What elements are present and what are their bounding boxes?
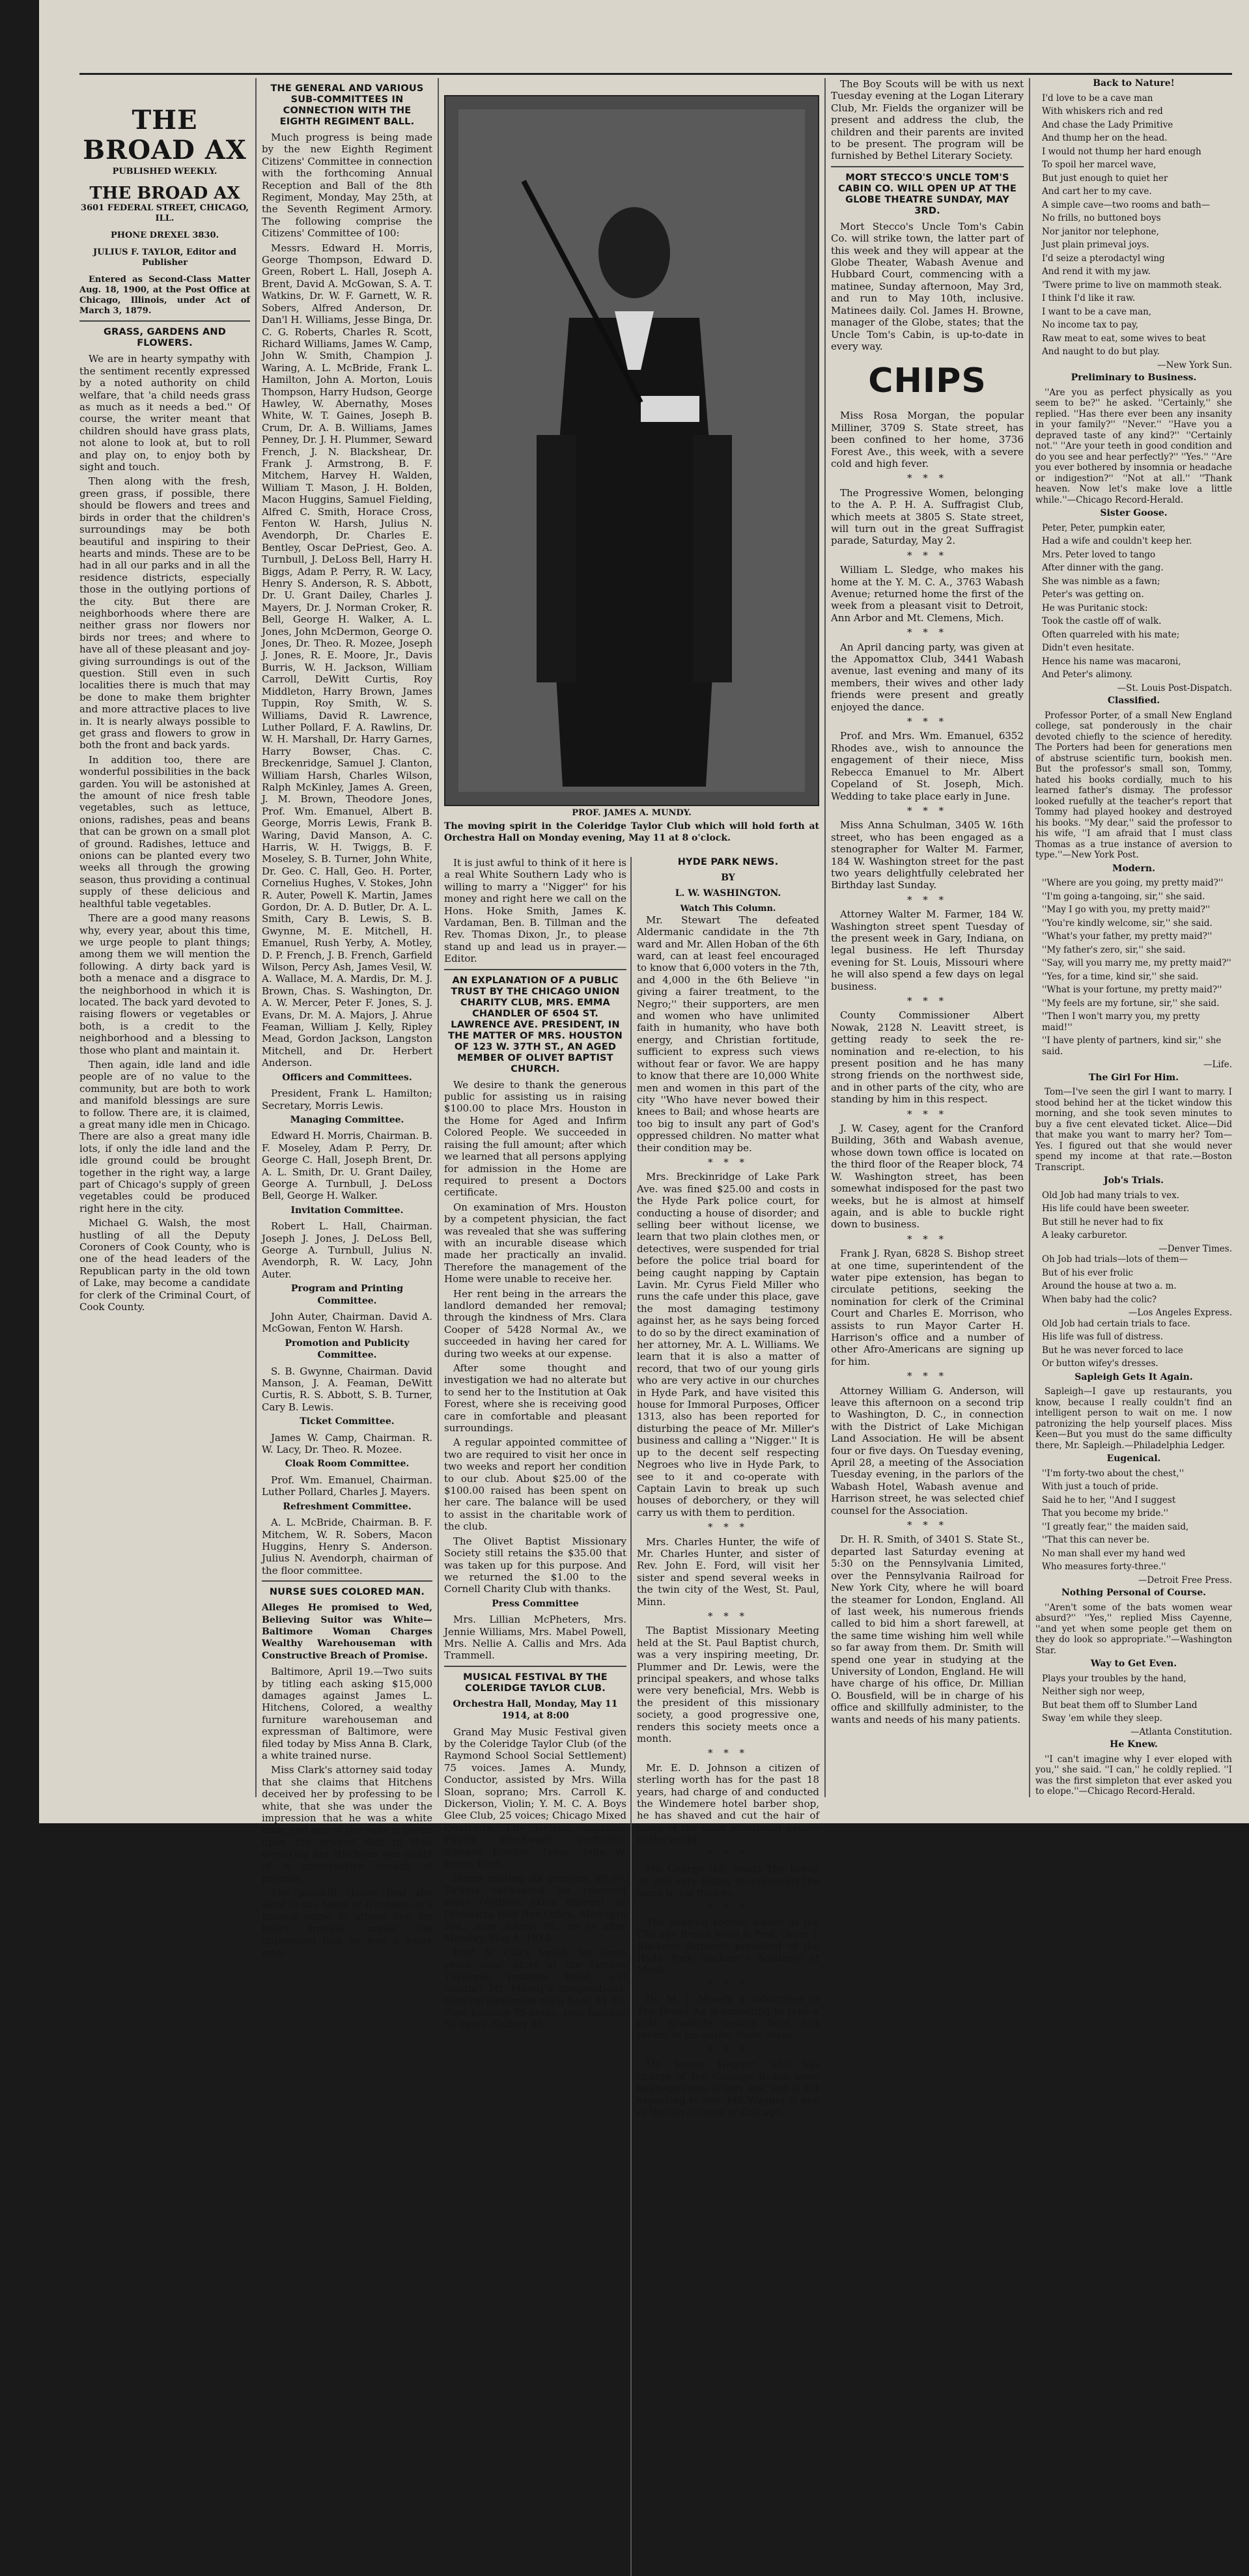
- column-rule: [1029, 78, 1030, 1797]
- poem-line: ''Say, will you marry me, my pretty maid?'': [1042, 958, 1231, 968]
- poem-eugenical: [1035, 1468, 1232, 1573]
- poem-line: I'd love to be a cave man: [1042, 92, 1153, 104]
- poem-modern: [1035, 878, 1232, 1057]
- column-6: [1035, 78, 1232, 1797]
- headline-nurse-sues: NURSE SUES COLORED MAN.: [269, 1587, 425, 1598]
- subhead: Sapleigh Gets It Again.: [1074, 1371, 1193, 1382]
- author: L. W. WASHINGTON.: [675, 888, 781, 899]
- column-3-articles: [444, 857, 819, 2118]
- article-paragraph: Baltimore, April 19.—Two suits by titling each asking $15,000 damages against James L. Hitchens, Colored, a wealthy furniture warehouseman and expressman of Baltimore, were filed today by Miss Anna B. Clark, a white trained nurse.: [262, 1666, 432, 1761]
- poem-line: Said he to her, ''And I suggest: [1042, 1494, 1176, 1505]
- column-rule: [824, 78, 826, 1797]
- article-paragraph: ''Aren't some of the bats women wear absurd?'' ''Yes,'' replied Miss Cayenne, ''and yet when some people get them on they do look so appropriate.''—Washington Star.: [1035, 1602, 1232, 1656]
- poem-line: Took the castle off of walk.: [1042, 616, 1162, 626]
- subhead: Refreshment Committee.: [283, 1501, 412, 1512]
- poem-line: But just enough to quiet her: [1042, 173, 1168, 184]
- poem-line: ''Then I won't marry you, my pretty maid!'': [1042, 1011, 1200, 1033]
- poem-line: A simple cave—two rooms and bath—: [1042, 199, 1211, 210]
- poem-line: And Peter's alimony.: [1042, 669, 1133, 680]
- top-rule: [79, 73, 1232, 75]
- subhead: The Girl For Him.: [1088, 1072, 1179, 1083]
- article-paragraph: Grand May Music Festival given by the Coleridge Taylor Club (of the Raymond School Social Settlement) 75 voices. James A. Mundy, Conductor, assisted by Mrs. Willa Sloan, soprano; Mrs. Carroll K. Dickerson, Violin; Y. M. C. A. Boys Glee Club, 25 voices; Chicago Mixed Quartette; Lily Nelson, soprano; Phyllis Woodward, contralto; Edward Borden, Tenor; John W. Jones, Bass.: [444, 1726, 626, 1870]
- poem-line: ''My feels are my fortune, sir,'' she said.: [1042, 998, 1220, 1009]
- article-paragraph: Much progress is being made by the new Eighth Regiment Citizens' Committee in connection with the forthcoming Annual Reception and Ball of the 8th Regiment, Monday, May 25th, at the Seventh Regiment Armory. The following comprise the Citizens' Committee of 100:: [262, 132, 432, 240]
- article-paragraph: Then again, idle land and idle people are of no value to the community, but are both to work and manifold blessings are sure to follow. There are, it is claimed, a great many idle men in Chicago. There are also a great many idle lots, if only the idle land and the idle ground could be brought together in the right way, a large part of Chicago's supply of green vegetables could be produced right here in the city.: [79, 1058, 250, 1214]
- poem-line: To spoil her marcel wave,: [1042, 160, 1157, 170]
- poem-line: Just plain primeval joys.: [1042, 240, 1149, 250]
- column-1: [79, 78, 250, 1797]
- article-paragraph: Sapleigh—I gave up restaurants, you know, because I really couldn't find an intelligent person to wait on me. I now patronizing the help yourself places. Miss Keen—But you must do the same difficulty there, Mr. Sapleigh.—Philadelphia Ledger.: [1035, 1386, 1232, 1451]
- source-credit: —Life.: [1203, 1059, 1232, 1070]
- chips-heading: CHIPS: [868, 361, 987, 401]
- article-paragraph: Mrs. Lillian McPheters, Mrs. Jennie Williams, Mrs. Mabel Powell, Mrs. Nellie A. Callis and Mrs. Ada Trammell.: [444, 1614, 626, 1662]
- subhead: Officers and Committees.: [282, 1072, 412, 1083]
- subhead-nurse-sues: Alleges He promised to Wed, Believing Suitor was White—Baltimore Woman Charges Wealthy Warehouseman with Constructive Breach of Promise.: [262, 1603, 432, 1661]
- subhead: Invitation Committee.: [290, 1205, 404, 1216]
- poem-line: ''What is your fortune, my pretty maid?'': [1042, 985, 1222, 995]
- article-paragraph: In addition too, there are wonderful possibilities in the back garden. You will be astonished at the amount of nice fresh table vegetables, such as lettuce, onions, radishes, peas and beans that can be grown on a small plot of ground. Radishes, lettuce and onions can be planted every two weeks all through the growing season, thus providing a continual supply of these delicious and healthful table vegetables.: [79, 753, 250, 910]
- article-paragraph: Mr. James Wagner, who has charge of the Chicago Beach hotel baggage room is very low, and is not expecting to live. Mr. Wagner is one of the old citizens of Chicago.: [637, 2058, 819, 2118]
- subhead: Nothing Personal of Course.: [1061, 1588, 1206, 1598]
- watch-line: Watch This Column.: [680, 903, 776, 914]
- source-credit: —New York Sun.: [1157, 359, 1232, 371]
- article-paragraph: After some thought and investigation we had no alterate but to send her to the Institution at Oak Forest, where she is receiving good care in comfortable and pleasant surroundings.: [444, 1362, 626, 1435]
- byline: BY: [721, 873, 735, 883]
- article-paragraph: Messrs. Edward H. Morris, George Thompson, Edward D. Green, Robert L. Hall, Joseph A. Brent, David A. McGowan, S. A. T. Watkins, Dr. W. F. Garnett, W. R. Sobers, Alfred Anderson, Dr. Dan'l H. Williams, Jesse Binga, Dr. C. G. Roberts, Charles R. Scott, Richard Williams, James W. Camp, John W. Smith, Champion J. Waring, A. L. McBride, Frank L. Hamilton, John A. Morton, Louis Thompson, Harry Hudson, George Hawley, W. Abernathy, Moses White, W. T. Gaines, Joseph B. Crum, Dr. A. B. Williams, James Penney, Dr. J. H. Plummer, Seward French, J. N. Blackshear, Dr. Frank J. Armstrong, B. F. Mitchem, Harvey H. Walden, William T. Mason, J. H. Bolden, Macon Huggins, Samuel Fielding, Alfred C. Smith, Horace Cross, Fenton W. Harsh, Julius N. Avendorph, Dr. Charles E. Bentley, Oscar DePriest, Geo. A. Turnbull, J. DeLoss Bell, Harry H. Biggs, Adam P. Perry, R. W. Lacy, Henry S. Anderson, R. S. Abbott, Dr. U. Grant Dailey, Charles J. Mayers, Dr. J. Norman Croker, R. Bell, George H. Walker, A. L. Jones, John McDermon, George O. Jones, Dr. Theo. R. Mozee, Joseph J. Jones, R. E. Moore, Jr., Davis Burris, W. H. Jackson, William Carroll, DeWitt Curtis, Roy Middleton, Harry Brown, James Tuppin, Roy Smith, W. S. Williams, David R. Lawrence, Luther Pollard, F. A. Rawlins, Dr. W. H. Marshall, Dr. Harry Garnes, Harry Bowser, Chas. C. Breckenridge, Samuel J. Clanton, William Harsh, Charles Wilson, Ralph McKinley, James A. Green, J. M. Brown, Theodore Jones, Prof. Wm. Emanuel, Albert B. George, Morris Lewis, Frank B. Waring, David Manson, A. C. Harris, W. H. Twiggs, B. F. Moseley, S. B. Turner, John White, Dr. Geo. C. Hall, Geo. H. Porter, Cornelius Hughes, V. Stokes, John R. Auter, Powell K. Martin, James Gordon, Dr. A. D. Butler, Dr. A. L. Smith, Cary B. Lewis, S. B. Gwynne, M. E. Mitchell, H. Emanuel, Rush Yerby, A. Motley, D. P. French, J. B. French, Garfield Wilson, Percy Ash, James Vesil, W. A. Wallace, M. A. Mardis, Dr. M. J. Brown, Chas. S. Washington, Dr. A. W. Mercer, Peter F. Jones, S. J. Evans, Dr. M. A. Majors, J. Ahrue Feaman, William J. Kelly, Ripley Mead, Gordon Jackson, Langston Mitchell, and Dr. Herbert Anderson.: [262, 242, 432, 1069]
- divider: [262, 1580, 432, 1582]
- poem-line: ''I'm going a-tangoing, sir,'' she said.: [1042, 891, 1205, 902]
- article-paragraph: An April dancing party, was given at the Appomattox Club, 3441 Wabash avenue, last evening and many of its members, their wives and other lady friends were present and greatly enjoyed the dance.: [831, 641, 1024, 713]
- article-paragraph: James W. Camp, Chairman. R. W. Lacy, Dr. Theo. R. Mozee.: [262, 1431, 432, 1456]
- subhead: Orchestra Hall, Monday, May 11 1914, at 8:00: [453, 1698, 618, 1722]
- poem-line: Old Job had many trials to vex.: [1042, 1190, 1180, 1201]
- article-paragraph: William L. Sledge, who makes his home at the Y. M. C. A., 3763 Wabash Avenue; returned home the first of the week from a pleasant visit to Detroit, Ann Arbor and Mt. Clemens, Mich.: [831, 564, 1024, 624]
- article-paragraph: We desire to thank the generous public for assisting us in raising $100.00 to place Mrs. Houston in the Home for Aged and Infirm Colored People. We succeeded in raising the full amount; after which we learned that all persons applying for admission in the Home are required to present a Doctors certificate.: [444, 1078, 626, 1199]
- page-body: [79, 78, 1232, 2118]
- poem-line: But still he never had to fix: [1042, 1216, 1164, 1227]
- source-credit: —Atlanta Constitution.: [1130, 1726, 1232, 1737]
- source-credit: —Los Angeles Express.: [1128, 1308, 1232, 1318]
- poem-line: With just a touch of pride.: [1042, 1481, 1158, 1492]
- headline-musical-festival: MUSICAL FESTIVAL BY THE COLERIDGE TAYLOR CLUB.: [463, 1672, 608, 1694]
- poem-line: No income tax to pay,: [1042, 320, 1139, 330]
- poem-line: Plays your troubles by the hand,: [1042, 1673, 1186, 1684]
- article-paragraph: Attorney William G. Anderson, will leave this afternoon on a second trip to Washington, D. C., in connection with the District of Lake Michigan Land Association. He will be absent four or five days. On Tuesday evening, April 28, a meeting of the Association Tuesday evening, in the parlors of the Wabash Hotel, Wabash avenue and Harrison street, he was selected chief counsel for the Association.: [831, 1384, 1024, 1517]
- poem-line: I would not thump her hard enough: [1042, 146, 1201, 157]
- article-paragraph: Tom—I've seen the girl I want to marry. I stood behind her at the ticket window this morning, and she took seven minutes to buy a five cent elevated ticket. Alice—Did that make you want to marry her? Tom—Yes. I figured out that she would never spend my income at that rate.—Boston Transcript.: [1035, 1087, 1232, 1173]
- subhead: Eugenical.: [1106, 1453, 1161, 1464]
- article-paragraph: S. B. Gwynne, Chairman. David Manson, J. A. Feaman, DeWitt Curtis, R. S. Abbott, S. B. Turner, Cary B. Lewis.: [262, 1365, 432, 1413]
- subhead: Way to Get Even.: [1090, 1659, 1177, 1669]
- article-paragraph: The plaintiff claims that she went to the home of Hitchens as a trained nurse to attend him for heart trouble, under the impression that he was a white man.: [262, 1886, 432, 1959]
- article-paragraph: It is just awful to think of it here is a real White Southern Lady who is willing to marry a ''Nigger'' for his money and right here we call on the Hons. Hoke Smith, James K. Vardaman, Ben. B. Tillman and the Rev. Thomas Dixon, Jr., to please stand up and lead us in prayer.—Editor.: [444, 857, 626, 965]
- newspaper-page: [39, 0, 1249, 2118]
- poem-line: ''My father's zero, sir,'' she said.: [1042, 944, 1186, 955]
- column-3: [444, 78, 819, 2118]
- article-paragraph: The dashing second waiter at the Chicago Beach hotel is Prof. Oscar J. Buckner, formerly president of the Hyde Park Buckner's Academy of Music.: [637, 1916, 819, 1976]
- poem-line: When baby had the colic?: [1042, 1294, 1157, 1305]
- poem-line: But beat them off to Slumber Land: [1042, 1700, 1198, 1711]
- poem-line: A leaky carburetor.: [1042, 1230, 1128, 1240]
- article-paragraph: Her rent being in the arrears the landlord demanded her removal; through the kindness of Mrs. Clara Cooper of 5428 Normal Av., we succeeded in having her cared for during two weeks at our expense.: [444, 1287, 626, 1360]
- article-paragraph: Michael G. Walsh, the most hustling of all the Deputy Coroners of Cook County, who is one of the head leaders of the Republican party in the old town of Lake, may become a candidate for clerk of the Criminal Court, of Cook County.: [79, 1217, 250, 1313]
- poem-line: Didn't even hesitate.: [1042, 643, 1134, 653]
- poem-line: And thump her on the head.: [1042, 133, 1168, 143]
- masthead-phone: PHONE DREXEL 3830.: [110, 231, 219, 241]
- divider: [444, 1666, 626, 1667]
- article-paragraph: ''I can't imagine why I ever eloped with you,'' she said. ''I can,'' he coldly replied. ''I was the first simpleton that ever asked you to elope.''—Chicago Record-Herald.: [1035, 1754, 1232, 1797]
- source-credit: —Denver Times.: [1158, 1243, 1232, 1254]
- poem-line: ''Where are you going, my pretty maid?'': [1042, 878, 1224, 888]
- portrait-illustration: [445, 96, 818, 805]
- article-paragraph: Edward H. Morris, Chairman. B. F. Moseley, Adam P. Perry, Dr. George C. Hall, Joseph Brent, Dr. A. L. Smith, Dr. U. Grant Dailey, George A. Turnbull, J. DeLoss Bell, George H. Walker.: [262, 1130, 432, 1202]
- poem-line: After dinner with the gang.: [1042, 563, 1164, 573]
- article-paragraph: Mort Stecco's Uncle Tom's Cabin Co. will strike town, the latter part of this week and they will appear at the Globe Theater, Wabash Avenue and Hubbard Court, commencing with a matinee, Sunday afternoon, May 3rd, and run to May 10th, inclusive. Matinees daily. Col. James H. Browne, manager of the Globe, states; that the Uncle Tom's Cabin, is up-to-date in every way.: [831, 220, 1024, 352]
- article-paragraph: The Progressive Women, belonging to the A. P. H. A. Suffragist Club, which meets at 3805 S. State street, will turn out in the great Suffragist parade, Saturday, May 2.: [831, 486, 1024, 547]
- masthead-published: PUBLISHED WEEKLY.: [112, 167, 218, 176]
- article-paragraph: Attorney Walter M. Farmer, 184 W. Washington street spent Tuesday of the present week in Gary, Indiana, on legal business. He left Thursday evening for St. Louis, Missouri where he will also spend a few days on legal business.: [831, 908, 1024, 992]
- headline-grass-gardens: GRASS, GARDENS AND FLOWERS.: [104, 327, 226, 349]
- subhead: Managing Committee.: [290, 1114, 404, 1125]
- headline-hyde-park: HYDE PARK NEWS.: [677, 857, 779, 867]
- headline-eighth-regiment: THE GENERAL AND VARIOUS SUB-COMMITTEES IN CONNECTION WITH THE EIGHTH REGIMENT BALL.: [270, 83, 424, 127]
- poem-line: Sway 'em while they sleep.: [1042, 1713, 1162, 1724]
- source-credit: —Detroit Free Press.: [1138, 1575, 1232, 1586]
- poem-line: That you become my bride.'': [1042, 1508, 1169, 1519]
- poem-line: ''I'm forty-two about the chest,'': [1042, 1468, 1185, 1479]
- article-paragraph: Robert L. Hall, Chairman. Joseph J. Jones, J. DeLoss Bell, George A. Turnbull, Julius N. Avendorph, R. W. Lacy, John Auter.: [262, 1220, 432, 1280]
- source-credit: —St. Louis Post-Dispatch.: [1117, 682, 1232, 693]
- column-rule: [438, 78, 439, 1797]
- subhead: Job's Trials.: [1103, 1175, 1164, 1186]
- masthead-title-2: THE BROAD AX: [89, 184, 240, 203]
- poem-line: No frills, no buttoned boys: [1042, 213, 1161, 223]
- article-paragraph: Mrs. Charles Hunter, the wife of Mr. Charles Hunter, and sister of Rev. John E. Ford, will visit her sister and spend several weeks in the twin city of the West, St. Paul, Minn.: [637, 1535, 819, 1608]
- subhead: Promotion and Publicity Committee.: [285, 1337, 410, 1361]
- masthead-address: 3601 FEDERAL STREET, CHICAGO, ILL.: [81, 203, 249, 224]
- article-paragraph: Miss Clark's attorney said today that she claims that Hitchens deceived her by professing to be white, that she was under the impression that he was a white man, and one of the suits is based upon the ground that in thus deceiving her Hitchens was guilty of a constructive breach of promise.: [262, 1764, 432, 1884]
- poem-back-to-nature: [1035, 93, 1232, 357]
- article-paragraph: The Boy Scouts will be with us next Tuesday evening at the Logan Literary Club, Mr. Fields the organizer will be present and address the club, the children and their parents are invited to be present. The program will be furnished by Bethel Literary Society.: [831, 78, 1024, 162]
- article-paragraph: J. W. Casey, agent for the Cranford Building, 36th and Wabash avenue, whose down town office is located on the third floor of the Reaper block, 74 W. Washington street, has been somewhat indisposed for the past two weeks, but he is almost at himself again, and is able to buckle right down to business.: [831, 1123, 1024, 1231]
- column-5: The Boy Scouts will be with us next Tuesday evening at the Logan Literary Club, Mr. Fields the organizer will be present and address the club, the children and their parents are invited to be present. The program will be furnished by Bethel Literary Society. MORT STECCO'S UNCLE TOM'S CABIN CO. WILL OPEN UP AT THE GLOBE THEATRE SUNDAY, MAY 3RD. Mort Stecco's Uncle Tom's Cabin Co. will strike town, the latter part of this week and they will appear at the Globe Theater, Wabash Avenue and Hubbard Court, commencing with a matinee, Sunday afternoon, May 3rd, and run to May 10th, inclusive. Matinees daily. Col. James H. Browne, manager of the Globe, states; that the Uncle Tom's Cabin, is up-to-date in every way. CHIPS Miss Rosa Morgan, the popular Milliner, 3709 S. State street, has been confined to her home, 3736 Forest Ave., this week, with a severe cold and high fever. * * * The Progressive Women, belonging to the A. P. H. A. Suffragist Club, which meets at 3805 S. State street, will turn out in the great Suffragist parade, Saturday, May 2. * * * William L. Sledge, who makes his home at the Y. M. C. A., 3763 Wabash Avenue; returned home the first of the week from a pleasant visit to Detroit, Ann Arbor and Mt. Clemens, Mich. * * * An April dancing party, was given at the Appomattox Club, 3441 Wabash avenue, last evening and many of its members, their wives and other lady friends were present and greatly enjoyed the dance. * * * Prof. and Mrs. Wm. Emanuel, 6352 Rhodes ave., wish to announce the engagement of their niece, Miss Rebecca Emanuel to Mr. Albert Copeland of St. Joseph, Mich. Wedding to take place early in June. * * * Miss Anna Schulman, 3405 W. 16th street, who has been engaged as a stenographer for Walter M. Farmer, 184 W. Washington street for the past two years delightfully celebrated her Birthday last Sunday. * * * Attorney Walter M. Farmer, 184 W. Washington street spent Tuesday of the present week in Gary, Indiana, on legal business. He left Thursday evening for St. Louis, Missouri where he will also spend a few days on legal business. * * * County Commissioner Albert Nowak, 2128 N. Leavitt street, is getting ready to seek the re-nomination and re-election, to his present position and he has many strong friends on the northwest side, and in other parts of the city, who are standing by him in this respect. * * * J. W. Casey, agent for the Cranford Building, 36th and Wabash avenue, whose down town office is located on the third floor of the Reaper block, 74 W. Washington street, has been somewhat indisposed for the past two weeks, but he is almost at himself again, and is able to buckle right down to business. * * * Frank J. Ryan, 6828 S. Bishop street at one time, superintendent of the water pipe extension, has began to circulate petitions, seeking the nomination for clerk of the Criminal Court and Charles E. Morrison, who assists to run Mayor Carter H. Harrison's office and a number of other Afro-Americans are signing up for him. * * * Attorney William G. Anderson, will leave this afternoon on a second trip to Washington, D. C., in connection with the District of Lake Michigan Land Association. He will be absent four or five days. On Tuesday evening, April 28, a meeting of the Association Tuesday evening, in the parlors of the Wabash Hotel, Wabash avenue and Harrison street, he was selected chief counsel for the Association. * * * Dr. H. R. Smith, of 3401 S. State St., departed last Saturday evening at 5:30 on the Pennsylvania Limited, over the Pennsylvania Railroad for New York City, where he will board the steamer for London, England. All of last week, his numerous friends called to bid him a short farewell, at the same time wishing him well while so far away from them. Dr. Smith will spend one year in studying at the University of London, England. He will have charge of his office, Dr. Millian O. Bousfield, will be in charge of his office and skillfully administer, to the wants and needs of his many patients.: [831, 78, 1024, 1726]
- article-paragraph: A. L. McBride, Chairman. B. F. Mitchem, W. R. Sobers, Macon Huggins, Henry S. Anderson. Julius N. Avendorph, chairman of the floor committee.: [262, 1517, 432, 1576]
- subhead: Ticket Committee.: [300, 1416, 395, 1427]
- poem-line: Neither sigh nor weep,: [1042, 1687, 1145, 1697]
- poem-line: And chase the Lady Primitive: [1042, 119, 1173, 130]
- column-3a: [444, 857, 626, 2034]
- poem-line: And naught to do but play.: [1042, 346, 1160, 357]
- article-paragraph: The Baptist Missionary Meeting held at the St. Paul Baptist church, was a very inspiring meeting, Dr. Plummer and Dr. Lewis, were the principal speakers, and whose talks were very beneficial, Mrs. Webb is the president of this missionary society, a good progressive one, renders this society meets once a month.: [637, 1625, 819, 1745]
- article-paragraph: John Auter, Chairman. David A. McGowan, Fenton W. Harsh.: [262, 1311, 432, 1335]
- poem-line: His life could have been sweeter.: [1042, 1203, 1190, 1214]
- poem-line: ''Yes, for a time, kind sir,'' she said.: [1042, 971, 1199, 982]
- poem-sister-goose: [1035, 523, 1232, 680]
- poem-jobs-trials: [1035, 1190, 1232, 1369]
- masthead-editor: JULIUS F. TAYLOR, Editor and Publisher: [93, 247, 236, 268]
- subhead: Classified.: [1107, 695, 1160, 706]
- poem-line: Mrs. Peter loved to tango: [1042, 549, 1156, 560]
- article-paragraph: Frank J. Ryan, 6828 S. Bishop street at one time, superintendent of the water pipe extension, has began to circulate petitions, seeking the nomination for clerk of the Criminal Court and Charles E. Morrison, who assists to run Mayor Carter H. Harrison's office and a number of other Afro-Americans are signing up for him.: [831, 1248, 1024, 1367]
- poem-line: Often quarreled with his mate;: [1042, 629, 1180, 640]
- article-paragraph: Mrs. Breckinridge of Lake Park Ave. was fined $25.00 and costs in the Hyde Park police court, for conducting a house of disorder; and selling beer without license, we learn that two plain clothes men, or detectives, were suspended for trial before the police trial board for being caught napping by Captain Lavin. Mr. Cyrus Field Miller who runs the cafe under this place, gave the most damaging testimony against her, as he says being forced to do so by the direct examination of her attorney, Mr. A. L. Williams. We learn that it is also a matter of record, that two of our young girls who are very active in our churches in Hyde Park, and have visited this house for Immoral Purposes, Officer 1313, also has been reported for disturbing the peace of Mr. Miller's business and calling a ''Nigger.'' It is up to the decent self respecting Negroes who live in Hyde Park, to see to it and co-operate with Captain Lavin to break up such houses of deborchery, or they will carry us with them to perdition.: [637, 1171, 819, 1519]
- poem-line: Who measures forty-three.'': [1042, 1561, 1166, 1572]
- subhead: He Knew.: [1110, 1739, 1158, 1750]
- article-paragraph: Then along with the fresh, green grass, if possible, there should be flowers and trees and birds in order that the children's surroundings may be both beautiful and inspiring to their hearts and minds. These are to be had in all our parks and in all the residence districts, especially those in the outlying portions of the city. But there are neighborhoods where there are neither grass nor flowers nor birds nor trees; and where to have all of these pleasant and joy-giving surroundings is out of the question. Still even in such localities there is much that may be done to make them brighter and more attractive places to live in. It is nearly always possible to get grass and flowers to grow in both the front and back yards.: [79, 475, 250, 751]
- poem-line: Hence his name was macaroni,: [1042, 656, 1181, 667]
- article-paragraph: Professor Porter, of a small New England college, sat ponderously in the chair devoted chiefly to the science of heredity. The Porters had been for generations men of abstruse scientific turn, bookish men. But the professor's small son, Tommy, hated his books cordially, much to his learned father's dismay. The professor looked ruefully at the teacher's report that Tommy had played hookey and destroyed his books. ''My dear,'' said the professor to his wife, ''I am afraid that I must class Thomas as a true instance of aversion to type.''—New York Post.: [1035, 710, 1232, 860]
- subhead: Back to Nature!: [1093, 78, 1175, 89]
- headline-charity-club: AN EXPLANATION OF A PUBLIC TRUST BY THE CHICAGO UNION CHARITY CLUB, MRS. EMMA CHANDLER OF 6504 ST. LAWRENCE AVE. PRESIDENT, IN THE MATTER OF MRS. HOUSTON OF 123 W. 37TH ST., AN AGED MEMBER OF OLIVET BAPTIST CHURCH.: [448, 975, 623, 1074]
- poem-line: Around the house at two a. m.: [1042, 1281, 1177, 1291]
- poem-line: ''What's your father, my pretty maid?'': [1042, 931, 1213, 942]
- headline-uncle-toms-cabin: MORT STECCO'S UNCLE TOM'S CABIN CO. WILL OPEN UP AT THE GLOBE THEATRE SUNDAY, MAY 3RD.: [838, 172, 1017, 216]
- poem-line: His life was full of distress.: [1042, 1332, 1163, 1342]
- poem-line: I want to be a cave man,: [1042, 306, 1152, 317]
- poem-line: Or button wifey's dresses.: [1042, 1358, 1158, 1369]
- poem-way-to-get-even: [1035, 1673, 1232, 1724]
- photo-caption: The moving spirit in the Coleridge Taylor Club which will hold forth at Orchestra Hall on Monday evening, May 11 at 8 o'clock.: [444, 821, 819, 843]
- masthead-title: THE BROAD AX: [83, 105, 247, 165]
- article-paragraph: County Commissioner Albert Nowak, 2128 N. Leavitt street, is getting ready to seek the re-nomination and re-election, to his present position and he has many strong friends on the northwest side, and in other parts of the city, who are standing by him in this respect.: [831, 1009, 1024, 1106]
- poem-line: Oh Job had trials—lots of them—: [1042, 1254, 1188, 1265]
- poem-line: But he was never forced to lace: [1042, 1345, 1183, 1356]
- poem-line: Peter's was getting on.: [1042, 589, 1144, 600]
- article-paragraph: Mr. E. D. Johnson a citizen of sterling worth has for the past 18 years, had charge of and conducted the Windemere hotel barber shop, he has shaved and cut the hair of some of the most prominent people in the world.: [637, 1761, 819, 1846]
- divider: [444, 969, 626, 970]
- poem-line: ''I greatly fear,'' the maiden said,: [1042, 1521, 1189, 1532]
- subhead: Preliminary to Business.: [1071, 372, 1197, 383]
- poem-line: ''I have plenty of partners, kind sir,'' she said.: [1042, 1035, 1222, 1057]
- article-paragraph: Miss Rosa Morgan, the popular Milliner, 3709 S. State street, has been confined to her home, 3736 Forest Ave., this week, with a severe cold and high fever.: [831, 410, 1024, 469]
- article-paragraph: Mr. George Hill, reads The Broad Ax and very highly recommends the same to his friends.: [637, 1863, 819, 1899]
- poem-line: Had a wife and couldn't keep her.: [1042, 536, 1192, 546]
- poem-line: But of his ever frolic: [1042, 1267, 1134, 1278]
- poem-line: And cart her to my cave.: [1042, 186, 1152, 197]
- article-paragraph: Prof. and Mrs. Wm. Emanuel, 6352 Rhodes ave., wish to announce the engagement of their niece, Miss Rebecca Emanuel to Mr. Albert Copeland of St. Joseph, Mich. Wedding to take place early in June.: [831, 730, 1024, 802]
- photo-name: PROF. JAMES A. MUNDY.: [572, 808, 692, 818]
- poem-line: Nor janitor nor telephone,: [1042, 226, 1159, 237]
- article-paragraph: President, Frank L. Hamilton; Secretary, Morris Lewis.: [262, 1087, 432, 1112]
- poem-line: ''May I go with you, my pretty maid?'': [1042, 904, 1211, 915]
- article-paragraph: Dr. H. R. Smith, of 3401 S. State St., departed last Saturday evening at 5:30 on the Pennsylvania Limited, over the Pennsylvania Railroad for New York City, where he will board the steamer for London, England. All of last week, his numerous friends called to bid him a short farewell, at the same time wishing him well while so far away from them. Dr. Smith will spend one year in studying at the University of London, England. He will have charge of his office, Dr. Millian O. Bousfield, will be in charge of his office and skillfully administer, to the wants and needs of his many patients.: [831, 1533, 1024, 1726]
- column-rule: [630, 857, 632, 2576]
- article-paragraph: A regular appointed committee of two are required to visit her once in two weeks and report her condition to our club. About $25.00 of the $100.00 raised has been spent on her care. The balance will be used to assist in the charitable work of the club.: [444, 1436, 626, 1533]
- subhead: Modern.: [1112, 863, 1155, 874]
- divider: [79, 320, 250, 322]
- portrait-photo: [444, 95, 819, 806]
- column-rule: [255, 78, 257, 1797]
- article-paragraph: We are in hearty sympathy with the sentiment recently expressed by a noted authority on child welfare, that 'a child needs grass as much as it needs a bed.'' Of course, the writer meant that children should have grass plats, not alone to look at, but to roll and play on, to enjoy both by sight and touch.: [79, 353, 250, 473]
- poem-line: I'd seize a pterodactyl wing: [1042, 253, 1165, 264]
- article-paragraph: Prof. Wm. Emanuel, Chairman. Luther Pollard, Charles J. Mayers.: [262, 1474, 432, 1498]
- article-paragraph: Dr. M. J. Mosely a subscriber to The Broad Ax is expecting to take a post graduate course here and return to his native State Texas.: [637, 1993, 819, 2041]
- poem-line: And rend it with my jaw.: [1042, 266, 1151, 277]
- column-4: HYDE PARK NEWS. BY L. W. WASHINGTON. Watch This Column. Mr. Stewart The defeated Aldermanic candidate in the 7th ward and Mr. Allen Hoban of the 6th ward, can at least feel encouraged to know that 6,000 voters in the 7th, and 4,000 in the 6th Believe ''in giving a fairer treatment, to the Negro;'' their supporters, are men and women who have unlimited faith in humanity, who have both energy, and Christian fortitude, sufficient to express such views without fear or favor. We are happy to know that there are 10,000 White men and women in this part of the city ''Who have never bowed their knees to Bail; and whose hearts are too big to insult any part of God's oppressed children. No matter what their condition may be. * * * Mrs. Breckinridge of Lake Park Ave. was fined $25.00 and costs in the Hyde Park police court, for conducting a house of disorder; and selling beer without license, we learn that two plain clothes men, or detectives, were suspended for trial before the police trial board for being caught napping by Captain Lavin. Mr. Cyrus Field Miller who runs the cafe under this place, gave the most damaging testimony against her, as he says being forced to do so by the direct examination of her attorney, Mr. A. L. Williams. We learn that it is also a matter of record, that two of our young girls who are very active in our churches in Hyde Park, and have visited this house for Immoral Purposes, Officer 1313, also has been reported for disturbing the peace of Mr. Miller's business and calling a ''Nigger.'' It is up to the decent self respecting Negroes who live in Hyde Park, to see to it and co-operate with Captain Lavin to break up such houses of deborchery, or they will carry us with them to perdition. * * * Mrs. Charles Hunter, the wife of Mr. Charles Hunter, and sister of Rev. John E. Ford, will visit her sister and spend several weeks in the twin city of the West, St. Paul, Minn. * * * The Baptist Missionary Meeting held at the St. Paul Baptist church, was a very inspiring meeting, Dr. Plummer and Dr. Lewis, were the principal speakers, and whose talks were very beneficial, Mrs. Webb is the president of this missionary society, a good progressive one, renders this society meets once a month. * * * Mr. E. D. Johnson a citizen of sterling worth has for the past 18 years, had charge of and conducted the Windemere hotel barber shop, he has shaved and cut the hair of some of the most prominent people in the world. * * * Mr. George Hill, reads The Broad Ax and very highly recommends the same to his friends. * * * The dashing second waiter at the Chicago Beach hotel is Prof. Oscar J. Buckner, formerly president of the Hyde Park Buckner's Academy of Music. * * * Dr. M. J. Mosely a subscriber to The Broad Ax is expecting to take a post graduate course here and return to his native State Texas. * * * Mr. James Wagner, who has charge of the Chicago Beach hotel baggage room is very low, and is not expecting to live. Mr. Wagner is one of the old citizens of Chicago.: [637, 857, 819, 2118]
- article-paragraph: Prof. N. Clark Smith, for some years head chief of the famous Tuskegee Institute band, will conduct Mr. Mundy's compositions. General admission main floor, $1.00. First balcony 75 cents, rear balcony 50 cents. Gallery 25.: [444, 1946, 626, 2031]
- column-2: [262, 78, 432, 1959]
- article-paragraph: On examination of Mrs. Houston by a competent physician, the fact was revealed that she was suffering with an incurable disease which made her practically an invalid. Therefore the management of the Home were unable to receive her.: [444, 1201, 626, 1285]
- poem-line: With whiskers rich and red: [1042, 106, 1163, 117]
- poem-line: ''That this can never be.: [1042, 1535, 1150, 1545]
- article-paragraph: Boxes seating six persons, $9.00. Tickets exchanged for reserved seats (without extra charge), at Orchestra Hall Box Office, Michigan Ave., near Adams St., on or after Monday, May 4, 1914.: [444, 1872, 626, 1944]
- poem-line: ''You're kindly welcome, sir,'' she said.: [1042, 917, 1213, 929]
- poem-line: Old Job had certain trials to face.: [1042, 1318, 1190, 1329]
- article-paragraph: Mr. Stewart The defeated Aldermanic candidate in the 7th ward and Mr. Allen Hoban of the 6th ward, can at least feel encouraged to know that 6,000 voters in the 7th, and 4,000 in the 6th Believe ''in giving a fairer treatment, to the Negro;'' their supporters, are men and women who have unlimited faith in humanity, who have both energy, and Christian fortitude, sufficient to express such views without fear or favor. We are happy to know that there are 10,000 White men and women in this part of the city ''Who have never bowed their knees to Bail; and whose hearts are too big to insult any part of God's oppressed children. No matter what their condition may be.: [637, 914, 819, 1154]
- poem-line: He was Puritanic stock:: [1042, 602, 1148, 613]
- article-paragraph: ''Are you as perfect physically as you seem to be?'' he asked. ''Certainly,'' she replied. ''Has there ever been any insanity in your family?'' ''Never.'' ''Have you a depraved taste of any kind?'' ''Certainly not.'' ''Are your teeth in good condition and do you see and hear perfectly?'' ''Yes.'' ''Are you ever bothered by insomnia or headache or indigestion?'' ''Not at all.'' ''Thank heaven. Now let's make love a little while.''—Chicago Record-Herald.: [1035, 387, 1232, 505]
- subhead: Sister Goose.: [1100, 508, 1168, 518]
- masthead-entered: Entered as Second-Class Matter Aug. 18, 1900, at the Post Office at Chicago, Illinois, under Act of March 3, 1879.: [79, 275, 250, 316]
- subhead: Press Committee: [492, 1598, 579, 1609]
- article-paragraph: The Olivet Baptist Missionary Society still retains the $35.00 that was taken up for this purpose. And we returned the $1.00 to the Cornell Charity Club with thanks.: [444, 1535, 626, 1595]
- article-paragraph: Miss Anna Schulman, 3405 W. 16th street, who has been engaged as a stenographer for Walter M. Farmer, 184 W. Washington street for the past two years delightfully celebrated her Birthday last Sunday.: [831, 819, 1024, 891]
- poem-line: She was nimble as a fawn;: [1042, 576, 1160, 587]
- poem-line: Raw meat to eat, some wives to beat: [1042, 333, 1206, 344]
- subhead: Cloak Room Committee.: [285, 1459, 410, 1470]
- poem-line: Peter, Peter, pumpkin eater,: [1042, 522, 1166, 533]
- poem-line: I think I'd like it raw.: [1042, 293, 1136, 303]
- poem-line: No man shall ever my hand wed: [1042, 1548, 1186, 1559]
- poem-line: 'Twere prime to live on mammoth steak.: [1042, 279, 1222, 290]
- divider: [831, 166, 1024, 167]
- subhead: Program and Printing Committee.: [290, 1283, 404, 1306]
- article-paragraph: There are a good many reasons why, every year, about this time, we urge people to plant things; among them we will mention the following. A dirty back yard is both a menace and a disgrace to the neighborhood in which it is located. The back yard devoted to raising flowers or vegetables or both, is a credit to the neighborhood and a blessing to those who plant and maintain it.: [79, 912, 250, 1056]
